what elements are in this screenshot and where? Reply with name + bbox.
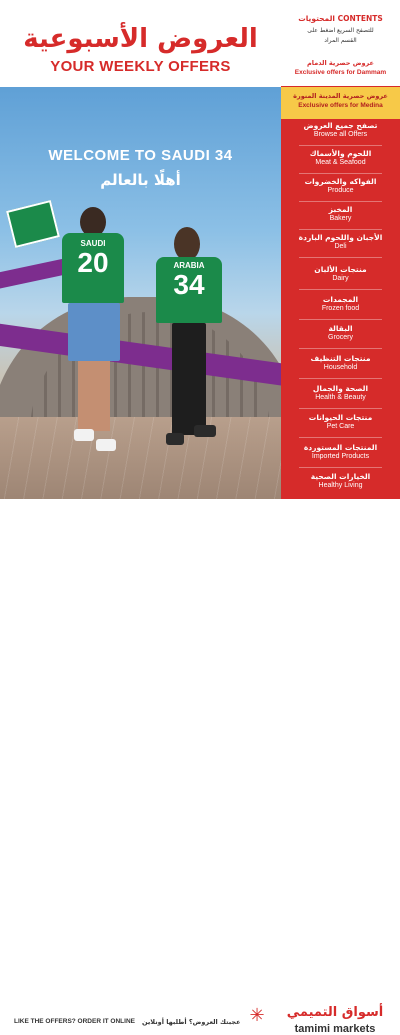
child-right-shoe-2 <box>194 425 216 437</box>
category-deli[interactable] <box>281 230 400 258</box>
contents-header <box>281 0 400 54</box>
jersey-number-left: 20 <box>77 247 109 278</box>
category-label-en: Produce <box>327 187 354 194</box>
order-online-arabic[interactable]: عجبتك العروض؟ أطلبها أونلاين <box>142 1018 241 1026</box>
category-health-beauty[interactable] <box>281 381 400 409</box>
child-right-shoe <box>166 433 184 445</box>
child-right <box>152 227 232 467</box>
hero-photo <box>0 87 281 499</box>
category-pet-care[interactable] <box>281 410 400 438</box>
contents-hint-line2: القسم المراد <box>324 37 357 44</box>
divider <box>299 319 382 320</box>
divider <box>299 289 382 290</box>
child-left-legs <box>78 361 110 431</box>
medina-offers-link[interactable] <box>281 87 400 119</box>
category-label-ar: الخيارات الصحية <box>310 472 371 481</box>
category-browse-all[interactable] <box>281 118 400 146</box>
child-left-shoe <box>74 429 94 441</box>
jersey-number-right: 34 <box>173 269 205 300</box>
category-label-en: Healthy Living <box>318 482 363 489</box>
category-label-en: Bakery <box>329 215 352 222</box>
category-label-ar: منتجات التنظيف <box>310 354 371 363</box>
child-right-head <box>174 227 200 261</box>
dammam-offers-english: Exclusive offers for Dammam <box>294 69 387 76</box>
category-label-en: Frozen food <box>321 305 360 312</box>
contents-sidebar <box>281 0 400 499</box>
category-healthy-living[interactable] <box>281 469 400 497</box>
divider <box>299 257 382 258</box>
category-label-ar: البقالة <box>328 324 353 333</box>
footer <box>0 499 400 1035</box>
category-label-ar: الصحة والجمال <box>312 384 369 393</box>
category-label-en: Imported Products <box>311 453 370 460</box>
category-label-ar: المجمدات <box>322 295 359 304</box>
jersey-name-right: ARABIA <box>173 261 205 270</box>
star-burst-icon: ✳ <box>249 1005 265 1026</box>
category-label-ar: المخبز <box>328 205 353 214</box>
divider <box>299 467 382 468</box>
child-left-shoe-2 <box>96 439 116 451</box>
divider <box>299 437 382 438</box>
category-label-ar: منتجات الحيوانات <box>308 413 373 422</box>
child-right-jersey <box>156 257 222 323</box>
category-frozen-food[interactable] <box>281 292 400 320</box>
category-dairy[interactable] <box>281 262 400 290</box>
title-arabic: العروض الأسبوعية <box>23 24 258 54</box>
welcome-arabic: أهلًا بالعالم <box>100 171 181 189</box>
category-meat-seafood[interactable] <box>281 146 400 174</box>
category-label-en: Pet Care <box>326 423 355 430</box>
order-online-english[interactable]: LIKE THE OFFERS? ORDER IT ONLINE <box>14 1018 135 1025</box>
child-right-pants <box>172 323 206 435</box>
dammam-offers-arabic: عروض حصرية الدمام <box>307 59 374 67</box>
category-label-ar: الفواكه والخضروات <box>304 177 377 186</box>
category-label-en: Browse all Offers <box>313 131 368 138</box>
category-bakery[interactable] <box>281 202 400 230</box>
category-household[interactable] <box>281 351 400 379</box>
welcome-english: WELCOME TO SAUDI 34 <box>48 147 233 164</box>
flyer-cover <box>0 0 281 549</box>
category-label-ar: اللحوم والأسماك <box>309 149 372 158</box>
category-label-en: Dairy <box>332 275 349 282</box>
category-label-en: Meat & Seafood <box>315 159 366 166</box>
brand-name-english: tamimi markets <box>294 1023 376 1035</box>
category-label-en: Household <box>323 364 358 371</box>
brand-name-arabic: أسواق التميمي <box>286 1005 384 1020</box>
divider <box>299 348 382 349</box>
category-label-ar: الأجبان واللحوم الباردة <box>298 233 383 242</box>
category-label-ar: المنتجات المستوردة <box>303 443 378 452</box>
category-label-ar: تصفح جميع العروض <box>303 121 378 130</box>
title-english: YOUR WEEKLY OFFERS <box>50 58 231 75</box>
jersey-name-left: SAUDI <box>80 239 106 248</box>
category-imported-products[interactable] <box>281 440 400 468</box>
contents-title: المحتويات CONTENTS <box>298 14 383 23</box>
dammam-offers-link[interactable] <box>281 54 400 86</box>
category-produce[interactable] <box>281 174 400 202</box>
medina-offers-arabic: عروض حصرية المدينة المنورة <box>293 92 388 100</box>
divider <box>299 378 382 379</box>
contents-hint-line1: للتصفح السريع اضغط على <box>307 27 374 34</box>
category-grocery[interactable] <box>281 321 400 349</box>
child-left-jersey <box>62 233 124 303</box>
category-label-ar: منتجات الألبان <box>314 265 367 274</box>
divider <box>299 408 382 409</box>
category-label-en: Health & Beauty <box>315 394 366 401</box>
category-label-en: Deli <box>334 243 347 250</box>
child-left-shorts <box>68 303 120 361</box>
plaza-tiles <box>0 417 281 499</box>
medina-offers-english: Exclusive offers for Medina <box>298 102 383 109</box>
child-left <box>52 207 132 477</box>
category-label-en: Grocery <box>328 334 353 341</box>
